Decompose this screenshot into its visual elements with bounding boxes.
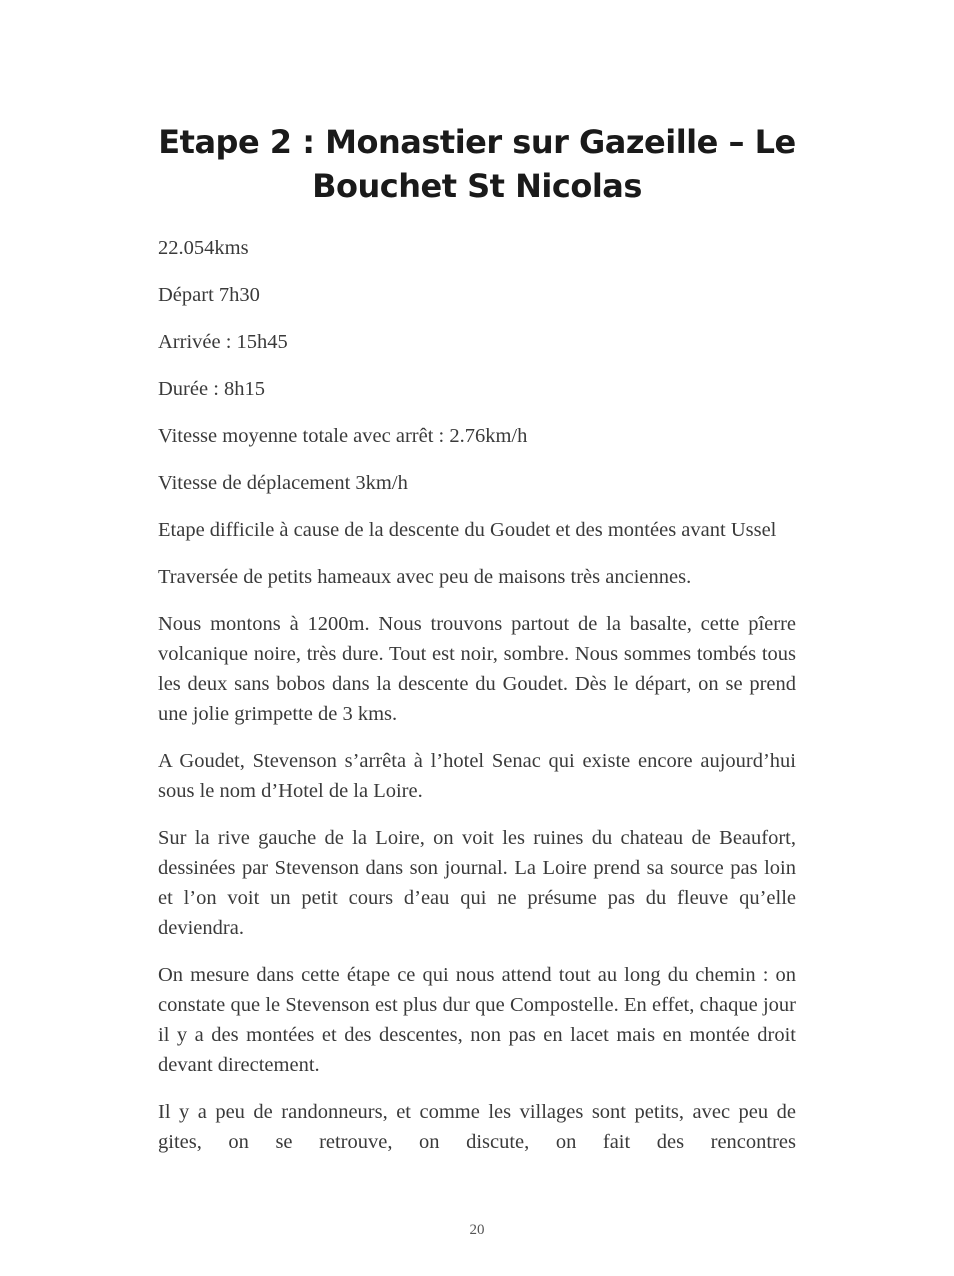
arrival-paragraph: Arrivée : 15h45 <box>158 331 288 353</box>
departure-paragraph: Départ 7h30 <box>158 284 260 306</box>
average-speed-paragraph: Vitesse moyenne totale avec arrêt : 2.76km/h <box>158 425 528 447</box>
body-text <box>158 233 796 1174</box>
distance-paragraph: 22.054kms <box>158 237 249 259</box>
title-line-1: Etape 2 : Monastier sur Gazeille – Le <box>158 123 796 161</box>
title-line-2: Bouchet St Nicolas <box>312 167 642 205</box>
hamlets-paragraph: Traversée de petits hameaux avec peu de maisons très anciennes. <box>158 566 692 588</box>
loire-paragraph: Sur la rive gauche de la Loire, on voit les ruines du chateau de Beaufort, dessinées par Stevenson dans son journal. La Loire prend sa source pas loin et l’on voit un petit cours d’eau qui ne présume pas du fleuve qu’elle deviendra. <box>158 827 796 939</box>
travel-speed-paragraph: Vitesse de déplacement 3km/h <box>158 472 408 494</box>
hikers-paragraph: Il y a peu de randonneurs, et comme les villages sont petits, avec peu de gites, on se retrouve, on discute, on fait des rencontres <box>158 1101 796 1153</box>
basalt-paragraph: Nous montons à 1200m. Nous trouvons partout de la basalte, cette pîerre volcanique noire, très dure. Tout est noir, sombre. Nous sommes tombés tous les deux sans bobos dans la descente du Goudet. Dès le départ, on se prend une jolie grimpette de 3 kms. <box>158 613 796 725</box>
duration-paragraph: Durée : 8h15 <box>158 378 266 400</box>
goudet-paragraph: A Goudet, Stevenson s’arrêta à l’hotel Senac qui existe encore aujourd’hui sous le nom d’Hotel de la Loire. <box>158 750 796 802</box>
difficulty-paragraph: Etape difficile à cause de la descente du Goudet et des montées avant Ussel <box>158 519 777 541</box>
page-number: 20 <box>469 1222 485 1238</box>
stage-measure-paragraph: On mesure dans cette étape ce qui nous attend tout au long du chemin : on constate que le Stevenson est plus dur que Compostelle. En effet, chaque jour il y a des montées et des descentes, non pas en lacet mais en montée droit devant directement. <box>158 964 796 1076</box>
page-title <box>150 120 804 208</box>
